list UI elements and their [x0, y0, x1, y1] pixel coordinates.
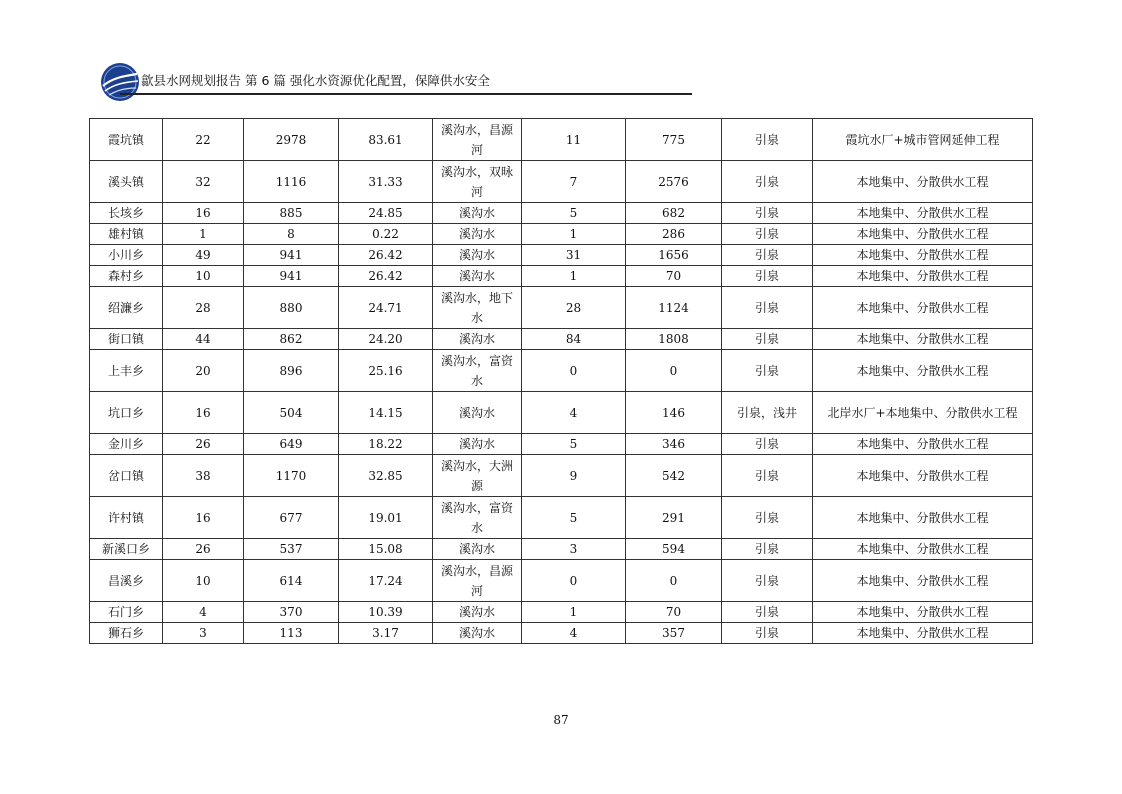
table-cell-c8: 引泉 [722, 224, 813, 245]
table-cell-c3: 880 [244, 287, 339, 329]
table-cell-c3: 370 [244, 602, 339, 623]
table-cell-c1: 小川乡 [90, 245, 163, 266]
table-cell-c1: 岔口镇 [90, 455, 163, 497]
table-cell-c3: 1170 [244, 455, 339, 497]
table-cell-c5: 溪沟水，大洲源 [433, 455, 522, 497]
table-row [90, 119, 1033, 161]
table-cell-c1: 狮石乡 [90, 623, 163, 644]
table-cell-c5: 溪沟水 [433, 266, 522, 287]
table-cell-c3: 8 [244, 224, 339, 245]
table-cell-c2: 38 [163, 455, 244, 497]
table-cell-c3: 885 [244, 203, 339, 224]
table-cell-c9: 本地集中、分散供水工程 [813, 329, 1033, 350]
table-cell-c4: 24.85 [339, 203, 433, 224]
table-cell-c1: 霞坑镇 [90, 119, 163, 161]
table-cell-c7: 2576 [626, 161, 722, 203]
table-cell-c4: 26.42 [339, 266, 433, 287]
page-number: 87 [553, 713, 569, 727]
table-cell-c4: 15.08 [339, 539, 433, 560]
table-cell-c2: 16 [163, 392, 244, 434]
table-row [90, 287, 1033, 329]
table-cell-c1: 街口镇 [90, 329, 163, 350]
table-cell-c7: 775 [626, 119, 722, 161]
table-cell-c4: 83.61 [339, 119, 433, 161]
table-cell-c4: 32.85 [339, 455, 433, 497]
table-cell-c5: 溪沟水 [433, 392, 522, 434]
table-cell-c8: 引泉 [722, 119, 813, 161]
table-cell-c8: 引泉，浅井 [722, 392, 813, 434]
table-cell-c1: 绍濂乡 [90, 287, 163, 329]
table-row [90, 392, 1033, 434]
table-cell-c2: 16 [163, 497, 244, 539]
table-cell-c5: 溪沟水，富资水 [433, 350, 522, 392]
table-cell-c8: 引泉 [722, 539, 813, 560]
table-row [90, 203, 1033, 224]
table-cell-c4: 24.71 [339, 287, 433, 329]
table-cell-c8: 引泉 [722, 245, 813, 266]
table-cell-c7: 1656 [626, 245, 722, 266]
table-cell-c6: 1 [522, 224, 626, 245]
table-cell-c7: 291 [626, 497, 722, 539]
table-cell-c3: 677 [244, 497, 339, 539]
table-cell-c6: 84 [522, 329, 626, 350]
table-cell-c3: 2978 [244, 119, 339, 161]
table-cell-c2: 22 [163, 119, 244, 161]
table-cell-c5: 溪沟水 [433, 602, 522, 623]
table-cell-c9: 本地集中、分散供水工程 [813, 245, 1033, 266]
table-cell-c2: 28 [163, 287, 244, 329]
table-row [90, 560, 1033, 602]
table-row [90, 350, 1033, 392]
table-cell-c2: 49 [163, 245, 244, 266]
table-cell-c3: 504 [244, 392, 339, 434]
water-supply-table [89, 118, 1033, 644]
table-cell-c7: 286 [626, 224, 722, 245]
table-cell-c9: 本地集中、分散供水工程 [813, 539, 1033, 560]
table-row [90, 266, 1033, 287]
table-row [90, 623, 1033, 644]
table-cell-c6: 7 [522, 161, 626, 203]
table-cell-c4: 26.42 [339, 245, 433, 266]
table-cell-c2: 26 [163, 539, 244, 560]
table-cell-c2: 20 [163, 350, 244, 392]
table-cell-c3: 941 [244, 266, 339, 287]
table-cell-c6: 11 [522, 119, 626, 161]
table-cell-c5: 溪沟水 [433, 329, 522, 350]
table-cell-c3: 1116 [244, 161, 339, 203]
table-cell-c8: 引泉 [722, 329, 813, 350]
table-cell-c1: 雄村镇 [90, 224, 163, 245]
table-cell-c7: 70 [626, 266, 722, 287]
table-cell-c8: 引泉 [722, 497, 813, 539]
table-cell-c7: 146 [626, 392, 722, 434]
table-cell-c6: 4 [522, 623, 626, 644]
table-row [90, 224, 1033, 245]
table-cell-c6: 1 [522, 602, 626, 623]
table-cell-c2: 26 [163, 434, 244, 455]
table-row [90, 602, 1033, 623]
table-cell-c7: 346 [626, 434, 722, 455]
table-cell-c5: 溪沟水 [433, 539, 522, 560]
table-cell-c2: 44 [163, 329, 244, 350]
table-cell-c9: 本地集中、分散供水工程 [813, 161, 1033, 203]
table-cell-c1: 长垓乡 [90, 203, 163, 224]
table-cell-c3: 614 [244, 560, 339, 602]
table-cell-c9: 本地集中、分散供水工程 [813, 266, 1033, 287]
table-cell-c4: 19.01 [339, 497, 433, 539]
table-cell-c2: 1 [163, 224, 244, 245]
table-cell-c2: 32 [163, 161, 244, 203]
table-cell-c6: 5 [522, 434, 626, 455]
table-cell-c8: 引泉 [722, 623, 813, 644]
table-cell-c2: 10 [163, 560, 244, 602]
table-cell-c9: 本地集中、分散供水工程 [813, 203, 1033, 224]
table-cell-c7: 682 [626, 203, 722, 224]
table-cell-c9: 本地集中、分散供水工程 [813, 497, 1033, 539]
table-cell-c2: 3 [163, 623, 244, 644]
table-cell-c1: 森村乡 [90, 266, 163, 287]
table-cell-c1: 新溪口乡 [90, 539, 163, 560]
table-cell-c3: 649 [244, 434, 339, 455]
table-cell-c5: 溪沟水，地下水 [433, 287, 522, 329]
table-row [90, 497, 1033, 539]
table-cell-c6: 28 [522, 287, 626, 329]
table-cell-c2: 16 [163, 203, 244, 224]
table-cell-c1: 坑口乡 [90, 392, 163, 434]
table-cell-c7: 0 [626, 350, 722, 392]
table-row [90, 455, 1033, 497]
table-cell-c4: 10.39 [339, 602, 433, 623]
table-cell-c9: 本地集中、分散供水工程 [813, 623, 1033, 644]
table-cell-c8: 引泉 [722, 602, 813, 623]
table-cell-c9: 本地集中、分散供水工程 [813, 455, 1033, 497]
table-cell-c6: 3 [522, 539, 626, 560]
table-cell-c9: 本地集中、分散供水工程 [813, 602, 1033, 623]
table-cell-c2: 4 [163, 602, 244, 623]
table-cell-c6: 5 [522, 203, 626, 224]
table-cell-c3: 941 [244, 245, 339, 266]
table-row [90, 434, 1033, 455]
table-cell-c4: 18.22 [339, 434, 433, 455]
table-cell-c1: 许村镇 [90, 497, 163, 539]
table-cell-c3: 113 [244, 623, 339, 644]
table-cell-c3: 862 [244, 329, 339, 350]
table-cell-c1: 金川乡 [90, 434, 163, 455]
table-cell-c9: 北岸水厂+本地集中、分散供水工程 [813, 392, 1033, 434]
table-cell-c3: 537 [244, 539, 339, 560]
table-cell-c1: 溪头镇 [90, 161, 163, 203]
table-cell-c7: 594 [626, 539, 722, 560]
table-cell-c7: 1808 [626, 329, 722, 350]
table-cell-c7: 0 [626, 560, 722, 602]
table-cell-c5: 溪沟水，双昹河 [433, 161, 522, 203]
header-divider [120, 93, 692, 95]
table-cell-c2: 10 [163, 266, 244, 287]
table-cell-c6: 0 [522, 350, 626, 392]
table-cell-c6: 9 [522, 455, 626, 497]
table-cell-c4: 0.22 [339, 224, 433, 245]
table-cell-c1: 石门乡 [90, 602, 163, 623]
table-cell-c9: 本地集中、分散供水工程 [813, 287, 1033, 329]
table-cell-c5: 溪沟水 [433, 203, 522, 224]
table-cell-c9: 霞坑水厂+城市管网延伸工程 [813, 119, 1033, 161]
table-cell-c4: 3.17 [339, 623, 433, 644]
table-row [90, 329, 1033, 350]
table-cell-c7: 357 [626, 623, 722, 644]
table-cell-c6: 0 [522, 560, 626, 602]
table-row [90, 245, 1033, 266]
table-cell-c8: 引泉 [722, 287, 813, 329]
table-cell-c6: 31 [522, 245, 626, 266]
table-cell-c8: 引泉 [722, 266, 813, 287]
table-cell-c3: 896 [244, 350, 339, 392]
table-cell-c9: 本地集中、分散供水工程 [813, 350, 1033, 392]
table-cell-c6: 4 [522, 392, 626, 434]
table-cell-c5: 溪沟水 [433, 434, 522, 455]
table-cell-c4: 31.33 [339, 161, 433, 203]
table-cell-c1: 昌溪乡 [90, 560, 163, 602]
table-cell-c8: 引泉 [722, 560, 813, 602]
table-cell-c4: 25.16 [339, 350, 433, 392]
table-cell-c5: 溪沟水 [433, 623, 522, 644]
table-cell-c4: 17.24 [339, 560, 433, 602]
table-cell-c5: 溪沟水，昌源河 [433, 560, 522, 602]
table-cell-c8: 引泉 [722, 350, 813, 392]
table-cell-c9: 本地集中、分散供水工程 [813, 560, 1033, 602]
table-cell-c8: 引泉 [722, 455, 813, 497]
table-cell-c7: 542 [626, 455, 722, 497]
table-cell-c8: 引泉 [722, 434, 813, 455]
table-cell-c7: 70 [626, 602, 722, 623]
table-cell-c9: 本地集中、分散供水工程 [813, 434, 1033, 455]
table-cell-c4: 24.20 [339, 329, 433, 350]
table-row [90, 161, 1033, 203]
header-title: 歙县水网规划报告 第 6 篇 强化水资源优化配置，保障供水安全 [141, 73, 490, 88]
table-cell-c5: 溪沟水 [433, 245, 522, 266]
table-cell-c6: 1 [522, 266, 626, 287]
table-cell-c5: 溪沟水，富资水 [433, 497, 522, 539]
table-cell-c4: 14.15 [339, 392, 433, 434]
table-cell-c6: 5 [522, 497, 626, 539]
table-cell-c8: 引泉 [722, 161, 813, 203]
table-cell-c5: 溪沟水 [433, 224, 522, 245]
report-logo-icon [100, 62, 140, 102]
table-cell-c9: 本地集中、分散供水工程 [813, 224, 1033, 245]
table-cell-c8: 引泉 [722, 203, 813, 224]
table-cell-c1: 上丰乡 [90, 350, 163, 392]
table-cell-c5: 溪沟水，昌源河 [433, 119, 522, 161]
table-row [90, 539, 1033, 560]
table-cell-c7: 1124 [626, 287, 722, 329]
